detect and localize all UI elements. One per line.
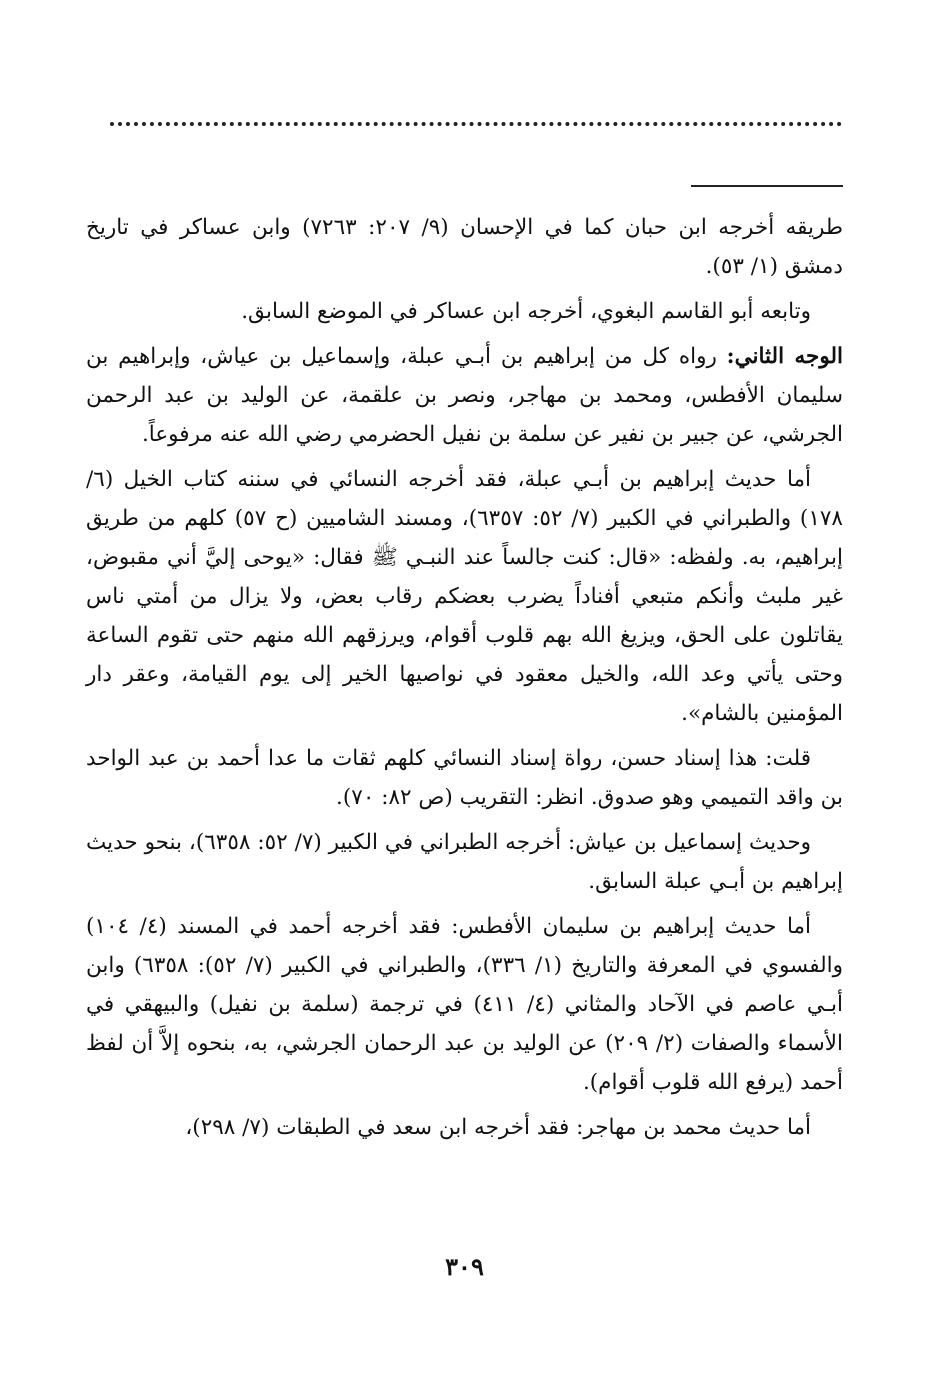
- paragraph-2: [86, 292, 843, 331]
- paragraph-8: [86, 1108, 843, 1147]
- paragraph-2-text: وتابعه أبو القاسم البغوي، أخرجه ابن عساكر في الموضع السابق.: [241, 299, 811, 324]
- paragraph-6-text: وحديث إسماعيل بن عياش: أخرجه الطبراني في الكبير (٧/ ٥٢: ٦٣٥٨)، بنحو حديث إبراهيم بن أبـي عبلة السابق.: [86, 830, 843, 894]
- footnote-separator-rule: [691, 185, 843, 187]
- paragraph-1: [86, 208, 843, 286]
- paragraph-3: [86, 337, 843, 454]
- paragraph-5-text: قلت: هذا إسناد حسن، رواة إسناد النسائي كلهم ثقات ما عدا أحمد بن عبد الواحد بن واقد التميمي وهو صدوق. انظر: التقريب (ص ٨٢: ٧٠).: [86, 746, 843, 810]
- dotted-separator: [110, 122, 842, 126]
- paragraph-7-text: أما حديث إبراهيم بن سليمان الأفطس: فقد أخرجه أحمد في المسند (٤/ ١٠٤) والفسوي في المعرفة والتاريخ (١/ ٣٣٦)، والطبراني في الكبير (٧/ ٥٢): ٦٣٥٨) وابن أبـي عاصم في الآحاد والمثاني (٤/ ٤١١) في ترجمة (سلمة بن نفيل) والبيهقي في الأسماء والصفات (٢/ ٢٠٩) عن الوليد بن عبد الرحمان الجرشي، به، بنحوه إلاَّ أن لفظ أحمد (يرفع الله قلوب أقوام).: [86, 914, 844, 1095]
- page-number: ٣٠٩: [445, 1252, 484, 1281]
- paragraph-4: [86, 460, 843, 733]
- paragraph-6: [86, 823, 843, 901]
- paragraph-4-text: أما حديث إبراهيم بن أبـي عبلة، فقد أخرجه النسائي في سننه كتاب الخيل (٦/ ١٧٨) والطبراني في الكبير (٧/ ٥٢: ٦٣٥٧)، ومسند الشاميين (ح ٥٧) كلهم من طريق إبراهيم، به. ولفظه: «قال: كنت جالساً عند النبـي ﷺ فقال: «يوحى إليَّ أني مقبوض، غير ملبث وأنكم متبعي أفناداً يضرب بعضكم رقاب بعض، ولا يزال من أمتي ناس يقاتلون على الحق، ويزيغ الله بهم قلوب أقوام، ويرزقهم الله منهم حتى تقوم الساعة وحتى يأتي وعد الله، والخيل معقود في نواصيها الخير إلى يوم القيامة، وعقر دار المؤمنين بالشام».: [86, 467, 843, 726]
- paragraph-3-text: رواه كل من إبراهيم بن أبـي عبلة، وإسماعيل بن عياش، وإبراهيم بن سليمان الأفطس، ومحمد بن مهاجر، ونصر بن علقمة، عن الوليد بن عبد الرحمن الجرشي، عن جبير بن نفير عن سلمة بن نفيل الحضرمي رضي الله عنه مرفوعاً.: [86, 344, 843, 447]
- paragraph-3-lead: الوجه الثاني:: [726, 344, 843, 369]
- paragraph-8-text: أما حديث محمد بن مهاجر: فقد أخرجه ابن سعد في الطبقات (٧/ ٢٩٨)،: [185, 1115, 811, 1140]
- paragraph-7: [86, 907, 843, 1102]
- paragraph-1-text: طريقه أخرجه ابن حبان كما في الإحسان (٩/ ٢٠٧: ٧٢٦٣) وابن عساكر في تاريخ دمشق (١/ ٥٣).: [86, 215, 843, 279]
- footnote-text-block: [86, 208, 843, 1153]
- paragraph-5: [86, 739, 843, 817]
